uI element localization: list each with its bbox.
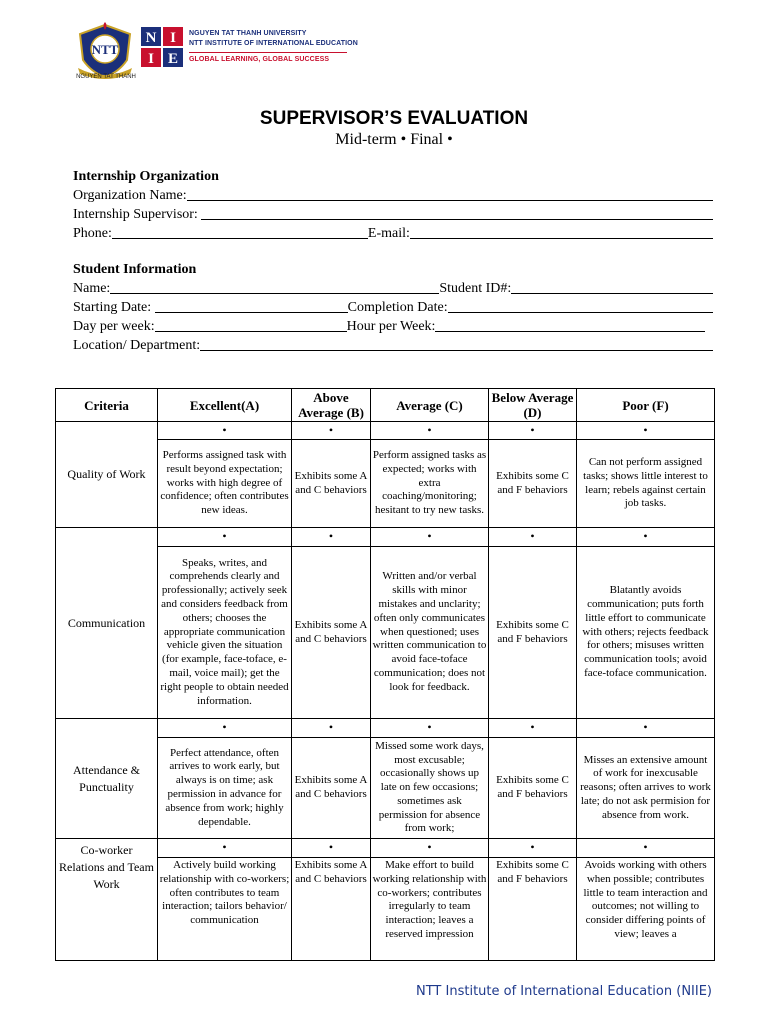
hour-per-week-field[interactable]	[435, 331, 705, 332]
rating-bullet-excellent[interactable]: •	[158, 422, 292, 440]
email-field[interactable]	[410, 238, 713, 239]
rating-bullets-row	[56, 839, 715, 858]
excellent-description: Speaks, writes, and comprehends clearly and professionally; actively seek and considers feedback from others; chooses the appropriate communication vehicle given the situation (for example, face-toface, e-mail, voice mail); get the right people to obtain needed information.	[158, 547, 292, 719]
rating-bullet-below-average[interactable]: •	[489, 422, 577, 440]
institute-name: NTT INSTITUTE OF INTERNATIONAL EDUCATION	[189, 40, 358, 47]
starting-date-label: Starting Date:	[73, 300, 155, 315]
ntt-university-logo-icon	[72, 22, 138, 80]
student-id-label: Student ID#:	[439, 281, 512, 296]
organization-name-row	[73, 186, 713, 205]
rating-bullet-below-average[interactable]: •	[489, 839, 577, 858]
rating-bullet-above-average[interactable]: •	[292, 528, 371, 547]
student-id-field[interactable]	[511, 293, 713, 294]
evaluation-rubric-table	[55, 388, 715, 961]
rating-bullet-above-average[interactable]: •	[292, 422, 371, 440]
niie-letter-n: N	[145, 30, 157, 46]
institute-branding	[189, 29, 369, 63]
header-criteria: Criteria	[56, 389, 158, 422]
average-description: Make effort to build working relationship with co-workers; contributes irregularly to team interaction; leaves a reserved impression	[372, 859, 487, 940]
excellent-description: Actively build working relationship with co-workers; often contributes to team interaction; tailors behavior/ communication	[159, 859, 290, 927]
rating-bullet-poor[interactable]: •	[577, 719, 715, 738]
above-average-description: Exhibits some A and C behaviors	[292, 547, 371, 719]
location-department-label: Location/ Department:	[73, 338, 201, 353]
above-average-description: Exhibits some A and C behaviors	[292, 738, 371, 839]
schedule-row	[73, 317, 713, 336]
university-name: NGUYEN TAT THANH UNIVERSITY	[189, 30, 307, 37]
criteria-cell: Communication	[56, 528, 158, 719]
email-label: E-mail:	[367, 226, 410, 241]
header-poor: Poor (F)	[577, 389, 715, 422]
header-below-average: Below Average (D)	[489, 389, 577, 422]
student-information-heading: Student Information	[73, 262, 197, 277]
rating-bullet-average[interactable]: •	[371, 839, 489, 858]
below-average-description: Exhibits some C and F behaviors	[489, 547, 577, 719]
rating-bullets-row	[56, 422, 715, 440]
criteria-cell: Quality of Work	[56, 422, 158, 528]
rating-bullet-excellent[interactable]: •	[158, 719, 292, 738]
organization-name-label: Organization Name:	[73, 188, 187, 203]
header-above-average: Above Average (B)	[292, 389, 371, 422]
location-department-field[interactable]	[200, 350, 713, 351]
poor-description: Misses an extensive amount of work for inexcusable reasons; often arrives to work late; do not ask permision for absence from work.	[577, 738, 715, 839]
info-form	[73, 167, 713, 355]
rating-bullet-average[interactable]: •	[371, 719, 489, 738]
rating-bullet-above-average[interactable]: •	[292, 719, 371, 738]
average-description: Written and/or verbal skills with minor mistakes and unclarity; often only communicates when questioned; uses written communication to avoid face-toface communication; does not look for feedback.	[371, 547, 489, 719]
rating-bullet-poor[interactable]: •	[577, 528, 715, 547]
organization-name-field[interactable]	[187, 200, 713, 201]
rating-bullets-row	[56, 719, 715, 738]
ntt-logo-caption: NGUYEN TAT THANH	[76, 74, 136, 80]
excellent-description: Performs assigned task with result beyond expectation; works with high degree of confidence; often contributes new ideas.	[158, 440, 292, 528]
branding-divider	[189, 52, 347, 53]
completion-date-label: Completion Date:	[347, 300, 448, 315]
phone-email-row	[73, 224, 713, 243]
rating-bullet-average[interactable]: •	[371, 528, 489, 547]
header-average: Average (C)	[371, 389, 489, 422]
average-description: Missed some work days, most excusable; occasionally shows up late on few occasions; sometimes ask permission for absence from work;	[371, 738, 489, 839]
rating-bullet-poor[interactable]: •	[577, 839, 715, 858]
niie-letter-e: E	[167, 51, 179, 67]
rating-bullets-row	[56, 528, 715, 547]
average-description: Perform assigned tasks as expected; works with extra coaching/monitoring; hesitant to try new tasks.	[371, 440, 489, 528]
evaluation-type-subtitle: Mid-term • Final •	[335, 131, 453, 148]
phone-field[interactable]	[112, 238, 368, 239]
completion-date-field[interactable]	[448, 312, 713, 313]
below-average-description: Exhibits some C and F behaviors	[489, 738, 577, 839]
student-name-field[interactable]	[110, 293, 439, 294]
criteria-cell: Attendance & Punctuality	[56, 719, 158, 839]
poor-description: Blatantly avoids communication; puts forth little effort to communicate with others; rejects feedback for others; misuses written communication tools; avoid face-toface communication.	[577, 547, 715, 719]
slogan: GLOBAL LEARNING, GLOBAL SUCCESS	[189, 56, 330, 63]
rating-bullet-excellent[interactable]: •	[158, 528, 292, 547]
poor-description: Avoids working with others when possible; contributes little to team interaction and outcomes; not willing to consider differing points of view; leaves a	[583, 859, 708, 940]
excellent-description: Perfect attendance, often arrives to work early, but always is on time; ask permission in advance for absence from work; highly dependable.	[158, 738, 292, 839]
niie-letter-i2: I	[148, 51, 154, 67]
location-row	[73, 336, 713, 355]
student-name-label: Name:	[73, 281, 111, 296]
niie-letter-i1: I	[170, 30, 176, 46]
rating-bullet-below-average[interactable]: •	[489, 528, 577, 547]
rating-bullet-above-average[interactable]: •	[292, 839, 371, 858]
phone-label: Phone:	[73, 226, 112, 241]
rating-bullet-poor[interactable]: •	[577, 422, 715, 440]
starting-date-field[interactable]	[155, 312, 348, 313]
supervisor-row	[73, 205, 713, 224]
page-title: SUPERVISOR’S EVALUATION	[259, 108, 529, 129]
name-id-row	[73, 279, 713, 298]
supervisor-field[interactable]	[201, 219, 713, 220]
niie-logo-icon	[140, 26, 186, 70]
rating-bullet-average[interactable]: •	[371, 422, 489, 440]
internship-organization-heading: Internship Organization	[73, 169, 219, 184]
rating-bullet-excellent[interactable]: •	[158, 839, 292, 858]
svg-text:NTT: NTT	[91, 42, 119, 57]
criteria-cell: Co-worker Relations and Team Work	[56, 839, 158, 961]
rating-bullet-below-average[interactable]: •	[489, 719, 577, 738]
header-excellent: Excellent(A)	[158, 389, 292, 422]
table-header-row	[56, 389, 715, 422]
below-average-description: Exhibits some C and F behaviors	[496, 859, 569, 885]
above-average-description: Exhibits some A and C behaviors	[294, 859, 368, 885]
hour-per-week-label: Hour per Week:	[346, 319, 436, 334]
supervisor-label: Internship Supervisor:	[73, 207, 202, 222]
above-average-description: Exhibits some A and C behaviors	[292, 440, 371, 528]
dates-row	[73, 298, 713, 317]
poor-description: Can not perform assigned tasks; shows little interest to learn; rebels against certain job tasks.	[577, 440, 715, 528]
below-average-description: Exhibits some C and F behaviors	[489, 440, 577, 528]
footer-institute: NTT Institute of International Education (NIIE)	[416, 984, 712, 999]
day-per-week-field[interactable]	[155, 331, 347, 332]
day-per-week-label: Day per week:	[73, 319, 155, 334]
